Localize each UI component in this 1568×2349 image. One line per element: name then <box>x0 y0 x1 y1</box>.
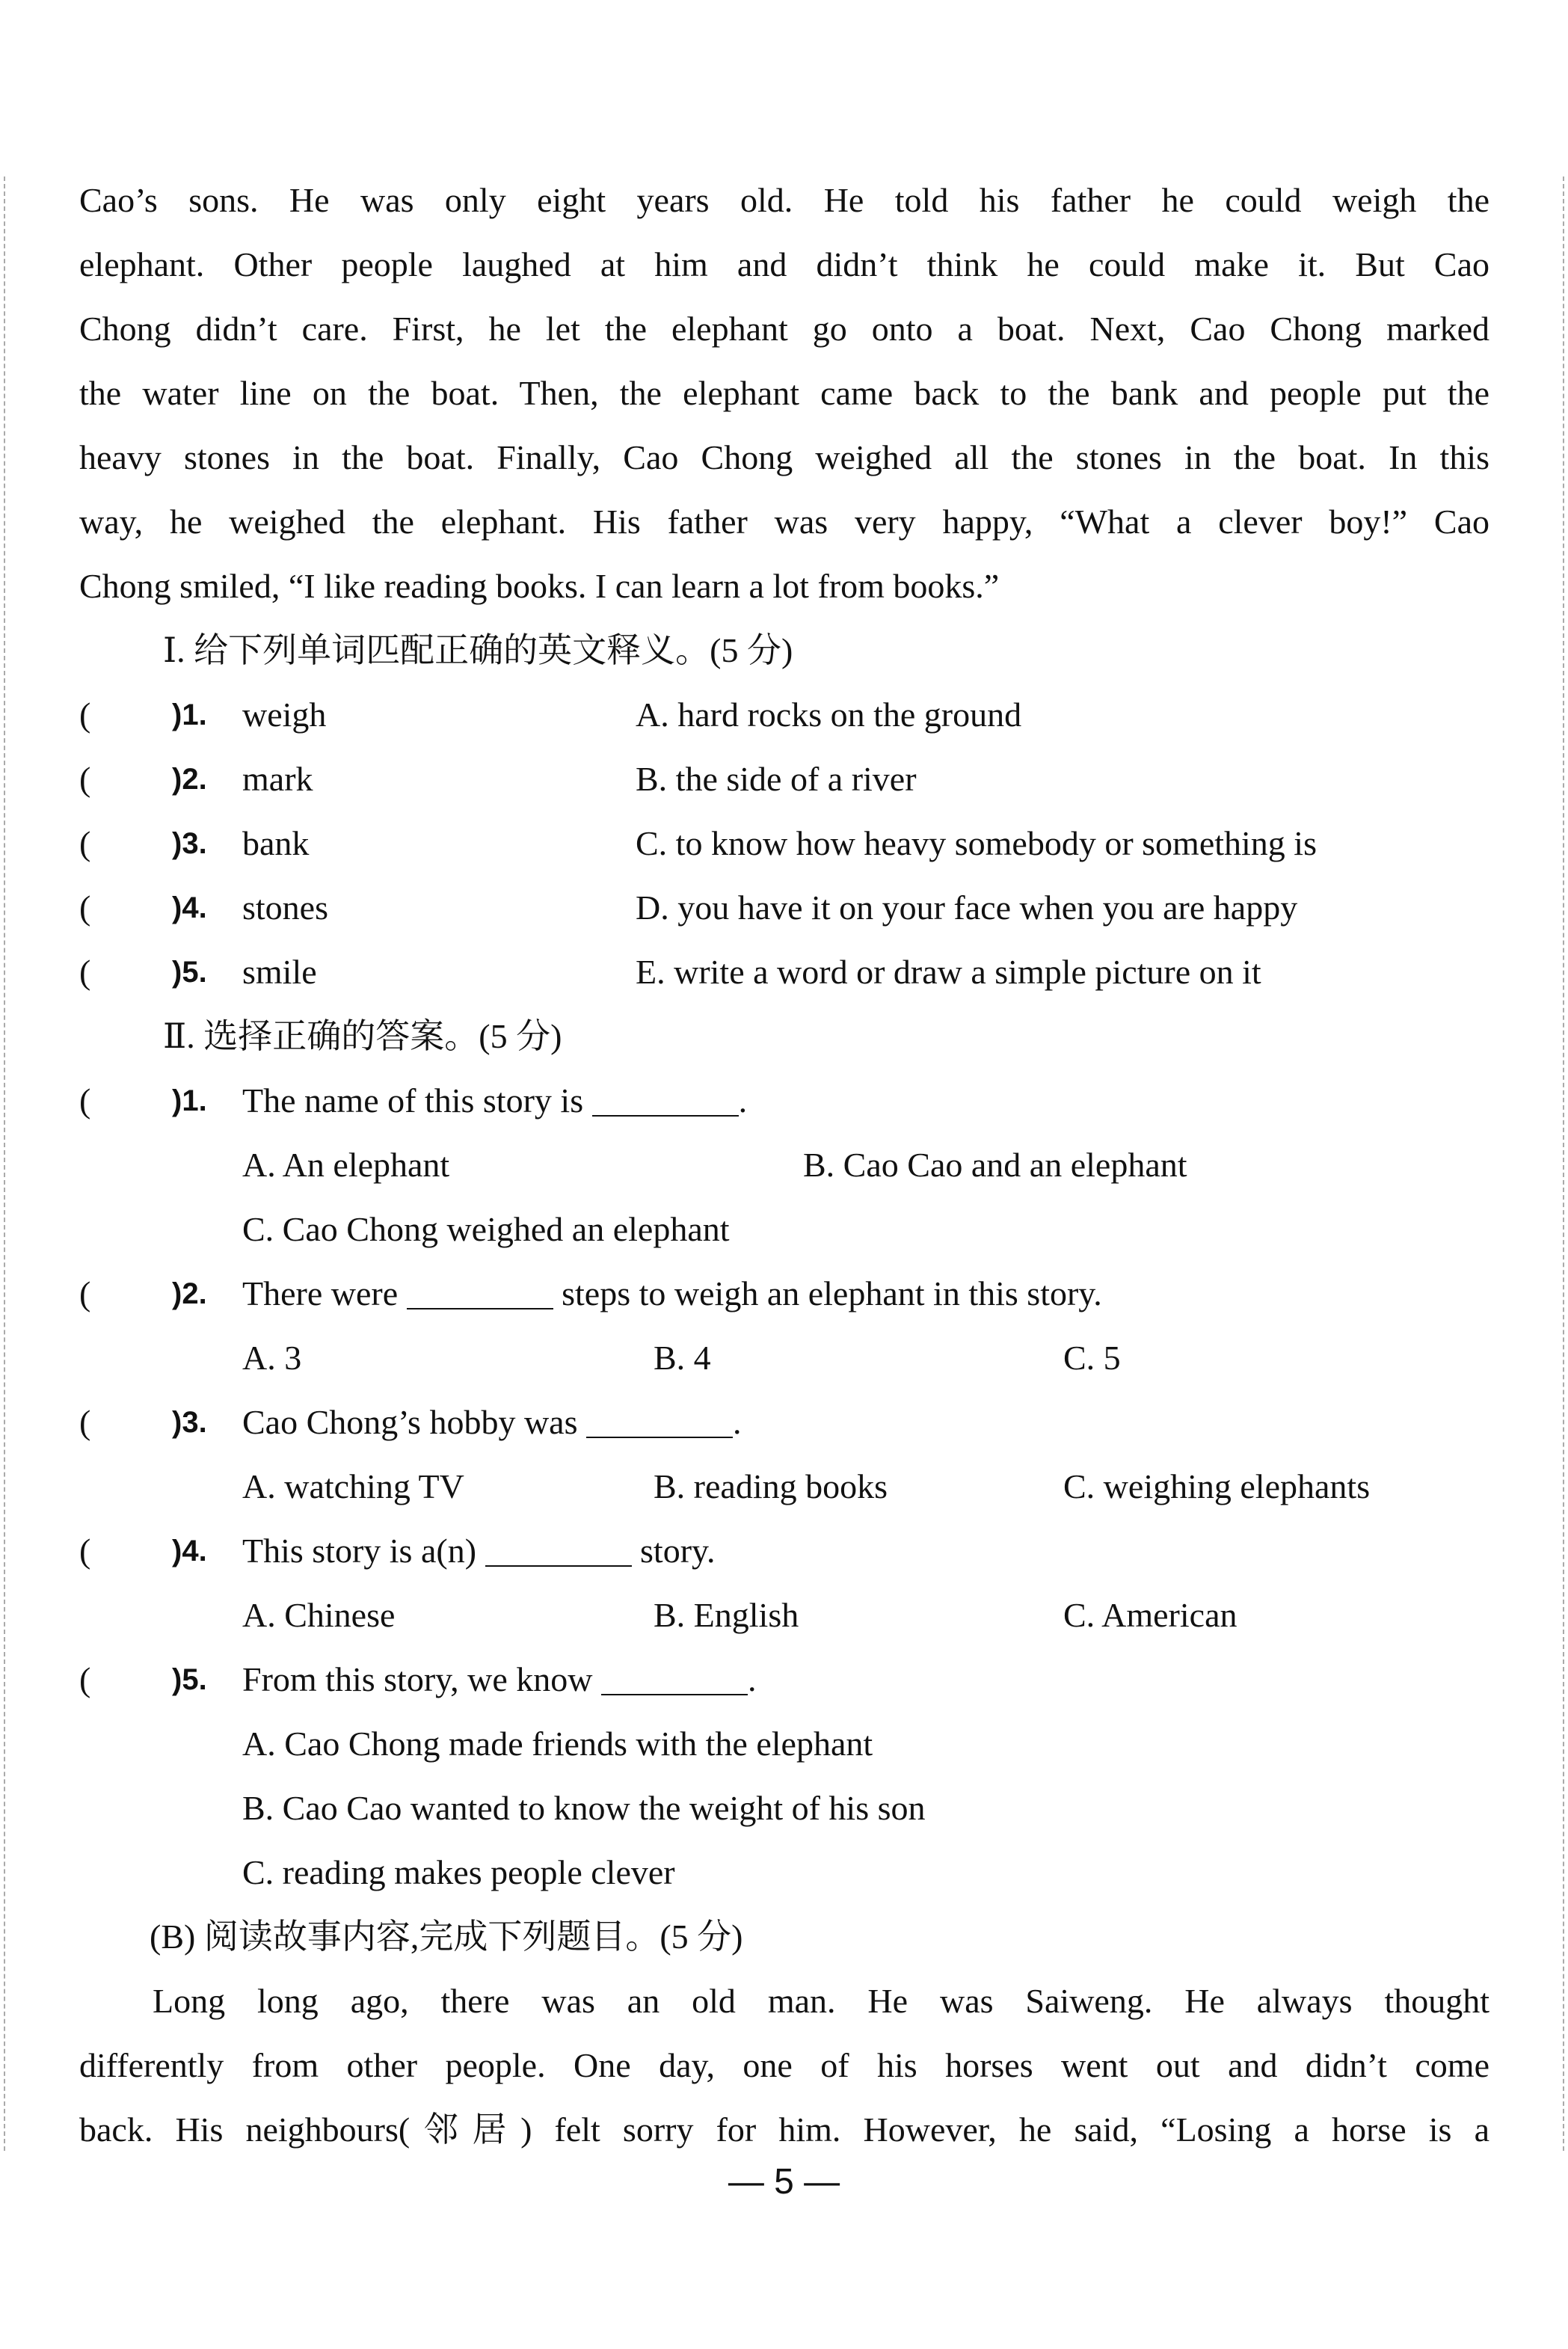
question-4 <box>79 1519 1489 1583</box>
passage-b-line: Long long ago, there was an old man. He was Saiweng. He always thought <box>153 1982 1489 2020</box>
stem-text-before: There were <box>242 1274 407 1312</box>
stem-text-after: story. <box>631 1532 716 1570</box>
matching-item-3 <box>79 811 1489 876</box>
answer-blank[interactable] <box>407 1263 553 1309</box>
answer-blank[interactable] <box>485 1520 632 1567</box>
question-number: )4. <box>172 1535 207 1567</box>
answer-bracket[interactable]: ( <box>79 1660 91 1698</box>
item-definition: B. the side of a river <box>636 760 917 798</box>
matching-item-4 <box>79 876 1489 940</box>
matching-item-2 <box>79 747 1489 811</box>
answer-bracket[interactable]: ( <box>79 1274 91 1312</box>
option-a[interactable]: A. Chinese <box>242 1596 396 1634</box>
answer-bracket[interactable]: ( <box>79 824 91 862</box>
item-word: bank <box>242 824 310 862</box>
option-b[interactable]: B. 4 <box>654 1339 711 1377</box>
stem-text-before: This story is a(n) <box>242 1532 485 1570</box>
passage-line: way, he weighed the elephant. His father was very happy, “What a clever boy!” Cao <box>79 503 1489 541</box>
item-number: )2. <box>172 763 207 796</box>
matching-item-5 <box>79 940 1489 1004</box>
item-number: )3. <box>172 827 207 860</box>
passage-b-line: differently from other people. One day, one of his horses went out and didn’t come <box>79 2046 1489 2084</box>
item-definition: D. you have it on your face when you are happy <box>636 888 1298 927</box>
question-3 <box>79 1390 1489 1455</box>
question-stem <box>242 1519 716 1583</box>
options-row <box>79 1840 1489 1905</box>
item-word: mark <box>242 760 313 798</box>
question-5 <box>79 1648 1489 1712</box>
question-2 <box>79 1262 1489 1326</box>
option-a[interactable]: A. Cao Chong made friends with the elephant <box>242 1725 873 1763</box>
passage-line: heavy stones in the boat. Finally, Cao Chong weighed all the stones in the boat. In this <box>79 438 1489 476</box>
stem-text-before: Cao Chong’s hobby was <box>242 1403 586 1441</box>
options-row <box>79 1776 1489 1840</box>
stem-text-after: . <box>733 1403 742 1441</box>
section-b-title: (B) 阅读故事内容,完成下列题目。(5 分) <box>150 1917 743 1956</box>
options-row <box>79 1133 1489 1197</box>
item-word: stones <box>242 888 328 927</box>
option-a[interactable]: A. An elephant <box>242 1146 450 1184</box>
question-1 <box>79 1069 1489 1133</box>
option-b[interactable]: B. reading books <box>654 1467 888 1505</box>
option-c[interactable]: C. weighing elephants <box>1063 1467 1371 1505</box>
page-number: — 5 — <box>728 2162 840 2202</box>
option-b[interactable]: B. English <box>654 1596 799 1634</box>
passage-line: elephant. Other people laughed at him and didn’t think he could make it. But Cao <box>79 245 1489 283</box>
item-definition: C. to know how heavy somebody or something is <box>636 824 1317 862</box>
question-stem <box>242 1069 747 1133</box>
item-word: weigh <box>242 696 327 734</box>
stem-text-after: steps to weigh an elephant in this story. <box>553 1274 1102 1312</box>
question-stem <box>242 1390 742 1455</box>
question-number: )5. <box>172 1663 207 1696</box>
answer-bracket[interactable]: ( <box>79 1532 91 1570</box>
answer-bracket[interactable]: ( <box>79 888 91 927</box>
question-stem <box>242 1648 757 1712</box>
answer-bracket[interactable]: ( <box>79 696 91 734</box>
option-b[interactable]: B. Cao Cao and an elephant <box>803 1146 1187 1184</box>
binding-line-right <box>1563 176 1564 2151</box>
options-row <box>79 1197 1489 1262</box>
item-number: )4. <box>172 891 207 924</box>
section-1-title: Ⅰ. 给下列单词匹配正确的英文释义。(5 分) <box>163 631 793 669</box>
options-row <box>79 1455 1489 1519</box>
item-number: )5. <box>172 956 207 989</box>
passage-line: the water line on the boat. Then, the elephant came back to the bank and people put the <box>79 374 1489 412</box>
passage-line: Chong didn’t care. First, he let the elephant go onto a boat. Next, Cao Chong marked <box>79 310 1489 348</box>
answer-blank[interactable] <box>601 1649 748 1695</box>
item-word: smile <box>242 953 317 991</box>
options-row <box>79 1712 1489 1776</box>
binding-line-left <box>4 176 5 2151</box>
answer-blank[interactable] <box>592 1070 739 1117</box>
question-number: )3. <box>172 1406 207 1439</box>
passage-b-line: back. His neighbours(邻居) felt sorry for him. However, he said, “Losing a horse is a <box>79 2110 1489 2149</box>
answer-bracket[interactable]: ( <box>79 1403 91 1441</box>
option-a[interactable]: A. watching TV <box>242 1467 464 1505</box>
question-number: )1. <box>172 1084 207 1117</box>
passage-line: Chong smiled, “I like reading books. I can learn a lot from books.” <box>79 567 1000 605</box>
item-definition: A. hard rocks on the ground <box>636 696 1022 734</box>
section-2-title: Ⅱ. 选择正确的答案。(5 分) <box>163 1017 562 1055</box>
options-row <box>79 1583 1489 1648</box>
question-number: )2. <box>172 1277 207 1310</box>
stem-text-after: . <box>748 1660 757 1698</box>
stem-text-before: From this story, we know <box>242 1660 602 1698</box>
answer-blank[interactable] <box>586 1392 733 1438</box>
option-c[interactable]: C. reading makes people clever <box>242 1853 675 1891</box>
item-number: )1. <box>172 698 207 731</box>
answer-bracket[interactable]: ( <box>79 1081 91 1120</box>
stem-text-after: . <box>738 1081 748 1120</box>
passage-line: Cao’s sons. He was only eight years old. He told his father he could weigh the <box>79 181 1489 219</box>
option-a[interactable]: A. 3 <box>242 1339 302 1377</box>
question-stem <box>242 1262 1102 1326</box>
option-b[interactable]: B. Cao Cao wanted to know the weight of his son <box>242 1789 926 1827</box>
stem-text-before: The name of this story is <box>242 1081 592 1120</box>
answer-bracket[interactable]: ( <box>79 760 91 798</box>
option-c[interactable]: C. 5 <box>1063 1339 1121 1377</box>
item-definition: E. write a word or draw a simple picture on it <box>636 953 1261 991</box>
options-row <box>79 1326 1489 1390</box>
answer-bracket[interactable]: ( <box>79 953 91 991</box>
matching-item-1 <box>79 683 1489 747</box>
option-c[interactable]: C. Cao Chong weighed an elephant <box>242 1210 730 1248</box>
option-c[interactable]: C. American <box>1063 1596 1238 1634</box>
